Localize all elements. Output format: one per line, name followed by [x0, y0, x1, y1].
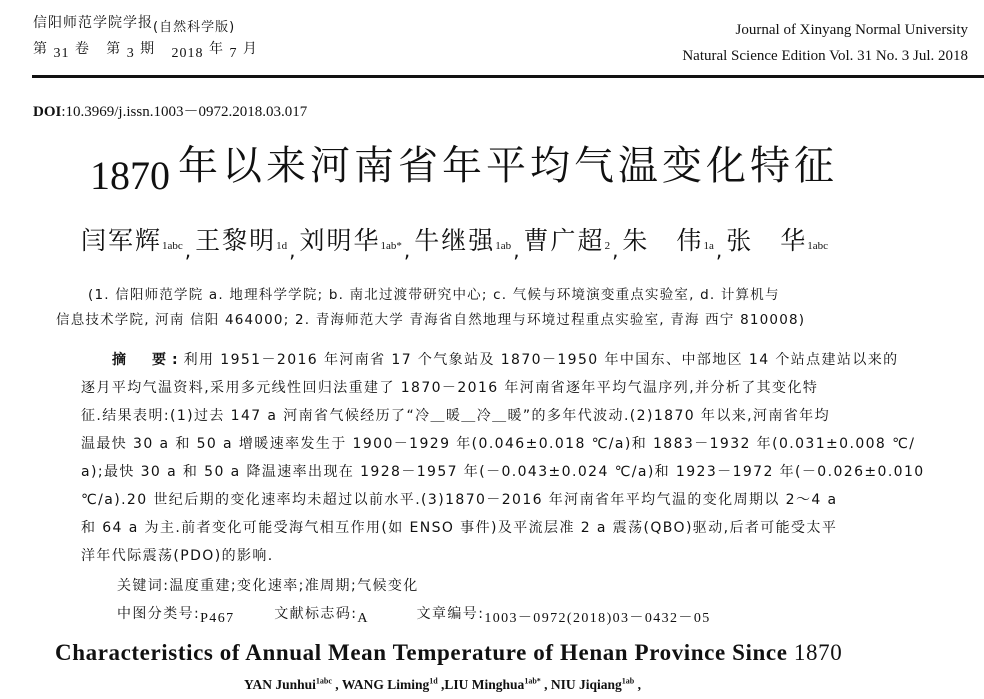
- english-author-list: [244, 676, 641, 693]
- english-author: NIU Jiqiang$^{1ab}$ ,: [550, 676, 641, 692]
- keywords-label: 关键词:: [117, 578, 170, 594]
- year-label: 年: [208, 41, 224, 57]
- author-list: 闫军辉1abc $_,$王黎明1d $_,$刘明华1ab* $_,$牛继强1ab $_,$曹广超2 $_,$朱 伟1a $_,$张 华1abc: [81, 226, 828, 262]
- doi-sep: :: [61, 104, 66, 120]
- author: 王黎明1d: [195, 226, 288, 255]
- month-label: 月: [242, 41, 258, 57]
- issue-number: 3: [126, 46, 135, 61]
- article-number-label: 文章编号:: [416, 606, 485, 622]
- journal-name-cn: [33, 12, 236, 35]
- english-author: LIU Minghua$^{1ab*}$ ,: [444, 676, 551, 692]
- author: 张 华1abc: [726, 226, 828, 255]
- title-text: 年以来河南省年平均气温变化特征: [178, 143, 838, 189]
- doi-value[interactable]: 10.3969/j.issn.1003－0972.2018.03.017: [65, 104, 308, 120]
- affiliation-line-1: (1. 信阳师范学院 a. 地理科学学院; b. 南北过渡带研究中心; c. 气候与环境演变重点实验室, d. 计算机与: [88, 287, 780, 303]
- doc-code-value: A: [357, 611, 369, 626]
- clc-label: 中图分类号:: [117, 606, 201, 622]
- journal-title-cn: 信阳师范学院学报: [33, 15, 153, 31]
- english-author: YAN Junhui$^{1abc}$ ,: [244, 676, 342, 692]
- issue-suffix: 期: [140, 41, 156, 57]
- affiliation-line-2: 信息技术学院, 河南 信阳 464000; 2. 青海师范大学 青海省自然地理与环境过程重点实验室, 青海 西宁 810008): [56, 312, 806, 328]
- author: 朱 伟1a: [622, 226, 714, 255]
- volume-number: 31: [53, 46, 70, 61]
- keywords-line: [117, 575, 419, 595]
- doc-code-label: 文献标志码:: [274, 606, 358, 622]
- author: 牛继强1ab: [414, 226, 512, 255]
- author: 刘明华1ab*: [299, 226, 402, 255]
- issue-info-cn: [33, 38, 258, 61]
- abstract-line: ℃/a).20 世纪后期的变化速率均未超过以前水平.(3)1870－2016 年河南省年平均气温的变化周期以 2～4 a: [81, 492, 838, 508]
- month: 7: [229, 46, 238, 61]
- abstract-line: 和 64 a 为主.前者变化可能受海气相互作用(如 ENSO 事件)及平流层准 2 a 震荡(QBO)驱动,后者可能受太平: [81, 520, 838, 536]
- abstract-line: 逐月平均气温资料,采用多元线性回归法重建了 1870－2016 年河南省逐年平均气温序列,并分析了其变化特: [81, 380, 819, 396]
- paper-title: [90, 134, 838, 198]
- volume-label: 卷: [74, 41, 90, 57]
- edition-cn: (自然科学版): [153, 20, 236, 35]
- issue-label: 第: [33, 41, 48, 57]
- abstract-line: 摘 要:利用 1951－2016 年河南省 17 个气象站及 1870－1950 年中国东、中部地区 14 个站点建站以来的: [112, 352, 899, 368]
- journal-name-en: Journal of Xinyang Normal University: [735, 22, 968, 38]
- clc-value: P467: [200, 611, 235, 626]
- abstract-line: a);最快 30 a 和 50 a 降温速率出现在 1928－1957 年(－0.043±0.024 ℃/a)和 1923－1972 年(－0.026±0.010: [81, 464, 925, 480]
- title-year: 1870: [90, 153, 170, 198]
- english-title: [55, 640, 842, 666]
- keywords-value: 温度重建;变化速率;准周期;气候变化: [169, 578, 419, 594]
- abstract-line: 洋年代际震荡(PDO)的影响.: [81, 548, 274, 564]
- english-author: WANG Liming$^{1d}$ ,: [341, 676, 445, 692]
- author: 闫军辉1abc: [81, 226, 183, 255]
- issue-label: 第: [106, 41, 122, 57]
- abstract-line: 征.结果表明:(1)过去 147 a 河南省气候经历了“冷＿暖＿冷＿暖”的多年代波动.(2)1870 年以来,河南省年均: [81, 408, 830, 424]
- header-rule: [32, 75, 984, 78]
- abstract-line: 温最快 30 a 和 50 a 增暖速率发生于 1900－1929 年(0.046±0.018 ℃/a)和 1883－1932 年(0.031±0.008 ℃/: [81, 436, 916, 452]
- english-title-year: 1870: [793, 640, 843, 665]
- author: 曹广超2: [523, 226, 611, 255]
- article-number-value: 1003－0972(2018)03－0432－05: [484, 611, 711, 626]
- classification-line: [117, 603, 711, 626]
- edition-en: Natural Science Edition Vol. 31 No. 3 Jul. 2018: [682, 48, 968, 64]
- year: 2018: [171, 46, 204, 61]
- english-title-text: Characteristics of Annual Mean Temperature of Henan Province Since: [55, 640, 788, 665]
- doi-line[interactable]: [33, 100, 307, 121]
- doi-label: DOI: [33, 104, 62, 120]
- abstract-label: 摘 要:: [112, 352, 184, 368]
